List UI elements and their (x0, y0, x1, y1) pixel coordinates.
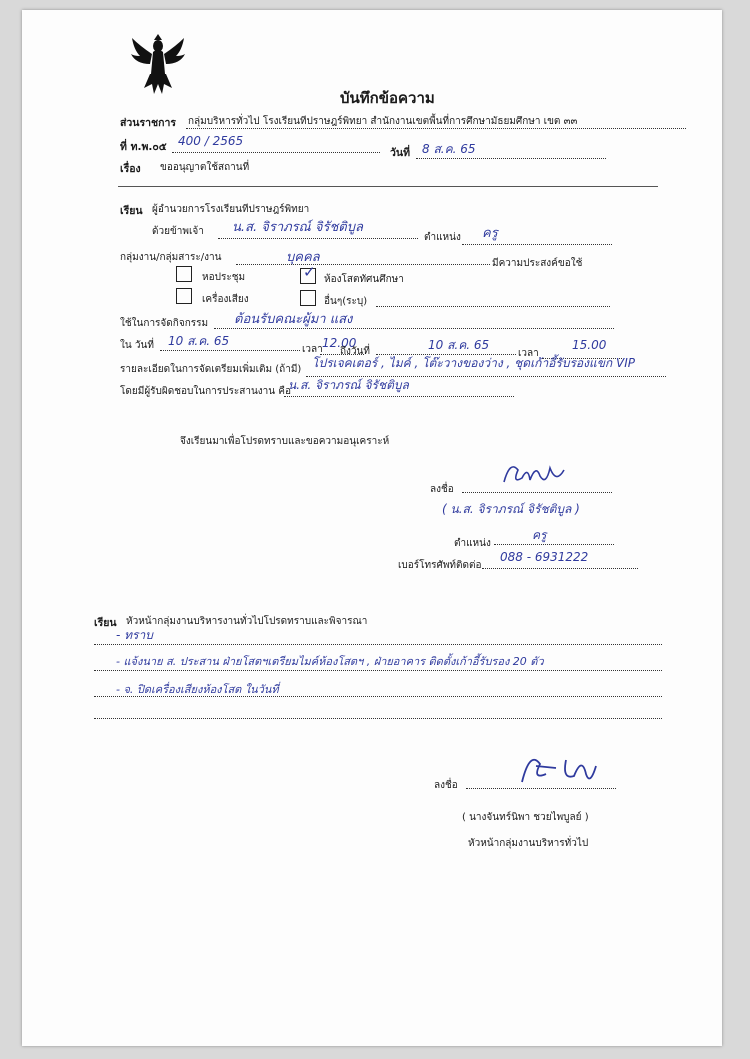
agency-label: ส่วนราชการ (120, 117, 177, 129)
activity-value: ต้อนรับคณะผู้มา แสง (234, 312, 353, 327)
request-to-value: ผู้อำนวยการโรงเรียนทีปราษฎร์พิทยา (152, 204, 310, 215)
position-value: ครู (482, 226, 498, 241)
me-value: น.ส. จิราภรณ์ จิรัชติบูล (232, 220, 363, 235)
date-label: วันที่ (390, 147, 410, 159)
end-time-value: 15.00 (572, 338, 607, 352)
request-to-label: เรียน (120, 205, 143, 217)
activity-label: ใช้ในการจัดกิจกรรม (120, 318, 209, 329)
phone-label: เบอร์โทรศัพท์ติดต่อ (398, 560, 482, 571)
start-time-value: 12.00 (322, 336, 357, 350)
approval-note-3: - จ. ปิดเครื่องเสียงห้องโสต ในวันที่ (116, 683, 279, 696)
date-value: 8 ส.ค. 65 (422, 142, 476, 156)
approval-note-2: - แจ้งนาย ส. ประสาน ฝ่ายโสตฯเตรียมไมค์ห้องโสตฯ , ฝ่ายอาคาร ติดตั้งเก้าอี้รับรอง 20 ตัว (116, 655, 544, 668)
purpose-label: มีความประสงค์ขอใช้ (492, 258, 583, 269)
option-sound-label: เครื่องเสียง (202, 294, 249, 305)
on-date-label: ใน วันที่ (120, 340, 154, 351)
sign-label: ลงชื่อ (430, 484, 454, 495)
end-date-label: ถึงวันที่ (340, 346, 370, 357)
requester-name: ( น.ส. จิราภรณ์ จิรัชติบูล ) (442, 502, 580, 516)
start-time-label: เวลา (302, 344, 323, 355)
start-date-value: 10 ส.ค. 65 (168, 334, 230, 348)
group-label: กลุ่มงาน/กลุ่มสาระ/งาน (120, 252, 222, 263)
sign-position-value: ครู (532, 528, 547, 542)
end-date-value: 10 ส.ค. 65 (428, 338, 490, 352)
requester-signature (500, 456, 570, 490)
memo-page (22, 10, 722, 1046)
responsible-value: น.ส. จิราภรณ์ จิรัชติบูล (288, 378, 409, 392)
memo-title: บันทึกข้อความ (340, 89, 435, 107)
me-label: ด้วยข้าพเจ้า (152, 226, 204, 237)
phone-value: 088 - 6931222 (500, 550, 589, 564)
agency-value: กลุ่มบริหารทั่วไป โรงเรียนทีปราษฎร์พิทยา สำนักงานเขตพื้นที่การศึกษามัธยมศึกษา เขต ๓๓ (188, 116, 578, 127)
doc-no-label: ที่ ท.พ.๐๕ (120, 141, 167, 153)
position-label: ตำแหน่ง (424, 232, 461, 243)
responsible-label: โดยมีผู้รับผิดชอบในการประสานงาน คือ (120, 386, 292, 397)
option-other-checkbox[interactable] (300, 290, 316, 306)
approval-to-label: เรียน (94, 617, 117, 629)
group-value: บุคคล (286, 250, 320, 265)
approval-note-1: - ทราบ (116, 628, 153, 642)
closing-text: จึงเรียนมาเพื่อโปรดทราบและขอความอนุเคราะห์ (180, 436, 390, 447)
garuda-emblem-icon (130, 34, 186, 96)
approver-name: ( นางจันทร์นิพา ชวยไพบูลย์ ) (462, 812, 589, 823)
option-av-room-label: ห้องโสตทัศนศึกษา (324, 274, 404, 285)
sign-position-label: ตำแหน่ง (454, 538, 491, 549)
subject-label: เรื่อง (120, 163, 141, 175)
option-hall-checkbox[interactable] (176, 266, 192, 282)
subject-value: ขออนุญาตใช้สถานที่ (160, 162, 250, 173)
approver-signature (516, 746, 606, 790)
details-value: โปรเจคเตอร์ , ไมค์ , โต๊ะวางของว่าง , ชุดเก้าอี้รับรองแขก VIP (312, 356, 635, 370)
option-hall-label: หอประชุม (202, 272, 246, 283)
option-other-label: อื่นๆ(ระบุ) (324, 296, 368, 307)
doc-no-value: 400 / 2565 (178, 134, 244, 148)
approver-sign-label: ลงชื่อ (434, 780, 458, 791)
details-label: รายละเอียดในการจัดเตรียมเพิ่มเติม (ถ้ามี) (120, 364, 302, 375)
option-av-room-checkbox[interactable] (300, 263, 316, 284)
check-mark-icon: ✓ (303, 263, 316, 281)
approval-to-value: หัวหน้ากลุ่มงานบริหารงานทั่วไปโปรดทราบและพิจารณา (126, 616, 368, 627)
end-time-label: เวลา (518, 348, 539, 359)
option-sound-checkbox[interactable] (176, 288, 192, 304)
approver-position: หัวหน้ากลุ่มงานบริหารทั่วไป (468, 838, 589, 849)
